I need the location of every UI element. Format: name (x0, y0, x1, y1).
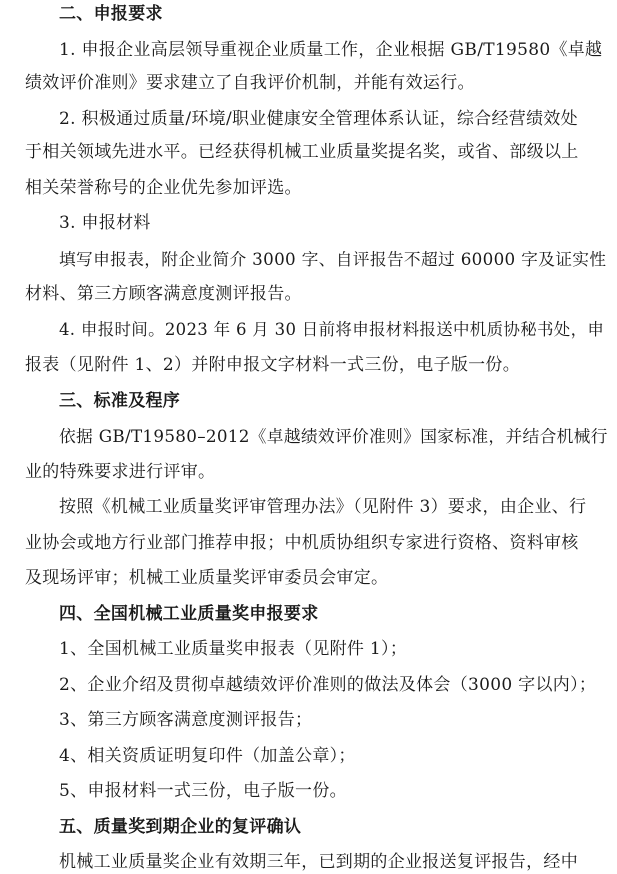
paragraph-line: 业协会或地方行业部门推荐申报；中机质协组织专家进行资格、资料审核 (25, 533, 579, 553)
paragraph-line: 2. 积极通过质量/环境/职业健康安全管理体系认证，综合经营绩效处 (59, 109, 578, 129)
section-heading-4: 四、全国机械工业质量奖申报要求 (59, 604, 319, 624)
paragraph-line: 绩效评价准则》要求建立了自我评价机制，并能有效运行。 (25, 73, 475, 93)
section-heading-2: 二、申报要求 (59, 4, 163, 24)
list-item: 2、企业介绍及贯彻卓越绩效评价准则的做法及体会（3000 字以内）； (59, 675, 597, 695)
paragraph-line: 依据 GB/T19580–2012《卓越绩效评价准则》国家标准，并结合机械行 (59, 426, 608, 446)
list-item: 1、全国机械工业质量奖申报表（见附件 1）； (59, 639, 408, 659)
paragraph-line: 填写申报表，附企业简介 3000 字、自评报告不超过 60000 字及证实性 (59, 249, 607, 269)
list-item: 4、相关资质证明复印件（加盖公章）； (59, 746, 356, 766)
paragraph-line: 材料、第三方顾客满意度测评报告。 (25, 284, 302, 304)
paragraph-line: 及现场评审；机械工业质量奖评审委员会审定。 (25, 568, 389, 588)
list-item: 3、第三方顾客满意度测评报告； (59, 710, 313, 730)
paragraph-line: 3. 申报材料 (59, 213, 151, 233)
paragraph-line: 相关荣誉称号的企业优先参加评选。 (25, 178, 302, 198)
paragraph-line: 于相关领域先进水平。已经获得机械工业质量奖提名奖，或省、部级以上 (25, 142, 579, 162)
paragraph-line: 1. 申报企业高层领导重视企业质量工作，企业根据 GB/T19580《卓越 (59, 40, 603, 60)
paragraph-line: 4. 申报时间。2023 年 6 月 30 日前将申报材料报送中机质协秘书处，申 (59, 320, 605, 339)
paragraph-line: 业的特殊要求进行评审。 (25, 462, 216, 482)
paragraph-line: 按照《机械工业质量奖评审管理办法》（见附件 3）要求，由企业、行 (59, 497, 587, 517)
paragraph-line: 报表（见附件 1、2）并附申报文字材料一式三份，电子版一份。 (25, 355, 521, 375)
paragraph-line: 机械工业质量奖企业有效期三年，已到期的企业报送复评报告，经中 (59, 852, 578, 872)
section-heading-3: 三、标准及程序 (59, 391, 181, 411)
section-heading-5: 五、质量奖到期企业的复评确认 (59, 817, 302, 837)
list-item: 5、申报材料一式三份，电子版一份。 (59, 781, 347, 801)
